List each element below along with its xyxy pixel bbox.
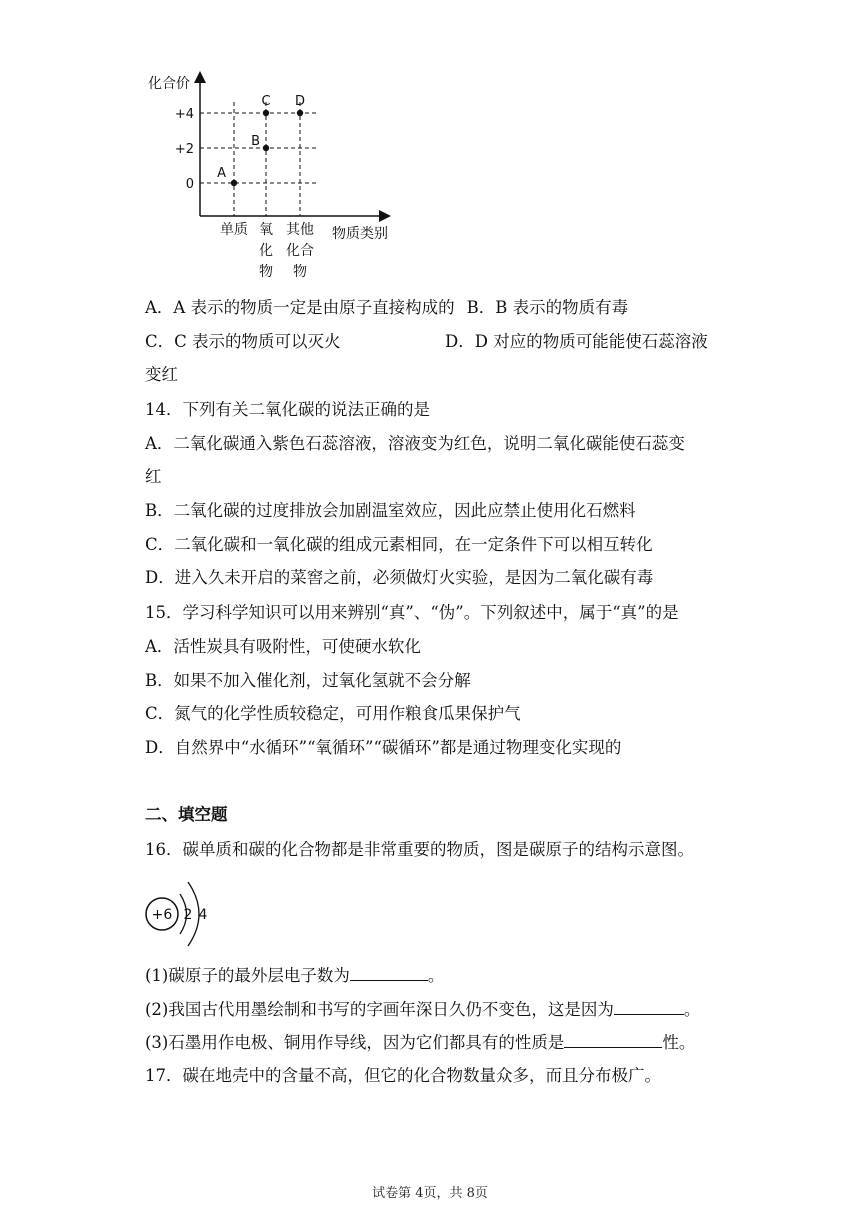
x-category-label: 物	[293, 264, 307, 280]
answer-blank-1[interactable]	[350, 963, 428, 981]
x-category-label: 单质	[220, 222, 248, 238]
q14-option-b[interactable]: B．二氧化碳的过度排放会加剧温室效应，因此应禁止使用化石燃料	[145, 501, 636, 520]
point-label: B	[251, 134, 260, 149]
y-tick-label: +2	[174, 142, 194, 157]
point-label: A	[217, 166, 226, 181]
q13-option-c[interactable]: C．C 表示的物质可以灭火	[145, 332, 341, 351]
q15-stem: 15．学习科学知识可以用来辨别“真”、“伪”。下列叙述中，属于“真”的是	[145, 603, 679, 622]
q13-option-d[interactable]: D．D 对应的物质可能能使石蕊溶液	[445, 332, 708, 351]
q16-sub1: (1)碳原子的最外层电子数为 。	[145, 963, 444, 987]
page-footer: 试卷第 4页，共 8页	[372, 1186, 488, 1201]
q17-stem: 17．碳在地壳中的含量不高，但它的化合物数量众多，而且分布极广。	[145, 1066, 661, 1085]
x-category-label: 氧	[259, 222, 273, 238]
q13-option-d-cont: 变红	[145, 365, 178, 384]
shell-2-electrons: 4	[198, 907, 208, 923]
q15-option-c[interactable]: C．氮气的化学性质较稳定，可用作粮食瓜果保护气	[145, 704, 521, 723]
q16-sub2: (2)我国古代用墨绘制和书写的字画年深日久仍不变色，这是因为 。	[145, 997, 700, 1021]
x-category-label: 其他	[286, 222, 314, 238]
point-label: D	[294, 94, 306, 109]
carbon-atom-diagram	[140, 876, 220, 954]
section-title: 二、填空题	[145, 805, 228, 824]
point-A	[231, 180, 237, 186]
x-category-label: 物	[259, 264, 273, 280]
valence-chart	[140, 66, 410, 286]
q14-option-c[interactable]: C．二氧化碳和一氧化碳的组成元素相同，在一定条件下可以相互转化	[145, 535, 653, 554]
q16-sub3: (3)石墨用作电极、铜用作导线，因为它们都具有的性质是 性。	[145, 1030, 695, 1054]
point-C	[263, 110, 269, 116]
point-D	[297, 110, 303, 116]
y-tick-label: +4	[174, 107, 194, 122]
answer-blank-3[interactable]	[564, 1030, 662, 1048]
x-category-label: 化合	[286, 243, 314, 259]
q13-option-a[interactable]: A．A 表示的物质一定是由原子直接构成的 B．B 表示的物质有毒	[145, 298, 629, 317]
q15-option-a[interactable]: A．活性炭具有吸附性，可使硬水软化	[145, 637, 421, 656]
q14-stem: 14．下列有关二氧化碳的说法正确的是	[145, 400, 430, 419]
q14-option-a-cont: 红	[145, 467, 162, 486]
q14-option-a[interactable]: A．二氧化碳通入紫色石蕊溶液，溶液变为红色，说明二氧化碳能使石蕊变	[145, 434, 685, 453]
point-B	[263, 145, 269, 151]
y-axis-title: 化合价	[148, 76, 190, 92]
y-tick-label: 0	[185, 177, 194, 192]
q15-option-b[interactable]: B．如果不加入催化剂，过氧化氢就不会分解	[145, 671, 471, 690]
q16-stem: 16．碳单质和碳的化合物都是非常重要的物质，图是碳原子的结构示意图。	[145, 840, 694, 859]
point-label: C	[261, 94, 271, 109]
x-category-label: 化	[259, 243, 273, 259]
x-axis-title: 物质类别	[332, 226, 388, 242]
shell-1-electrons: 2	[183, 907, 193, 923]
answer-blank-2[interactable]	[614, 997, 684, 1015]
nucleus-charge: +6	[151, 907, 173, 923]
q14-option-d[interactable]: D．进入久未开启的菜窖之前，必须做灯火实验，是因为二氧化碳有毒	[145, 568, 654, 587]
q13-option-b: B．B 表示的物质有毒	[466, 298, 629, 317]
q15-option-d[interactable]: D．自然界中“水循环”“氧循环”“碳循环”都是通过物理变化实现的	[145, 738, 622, 757]
